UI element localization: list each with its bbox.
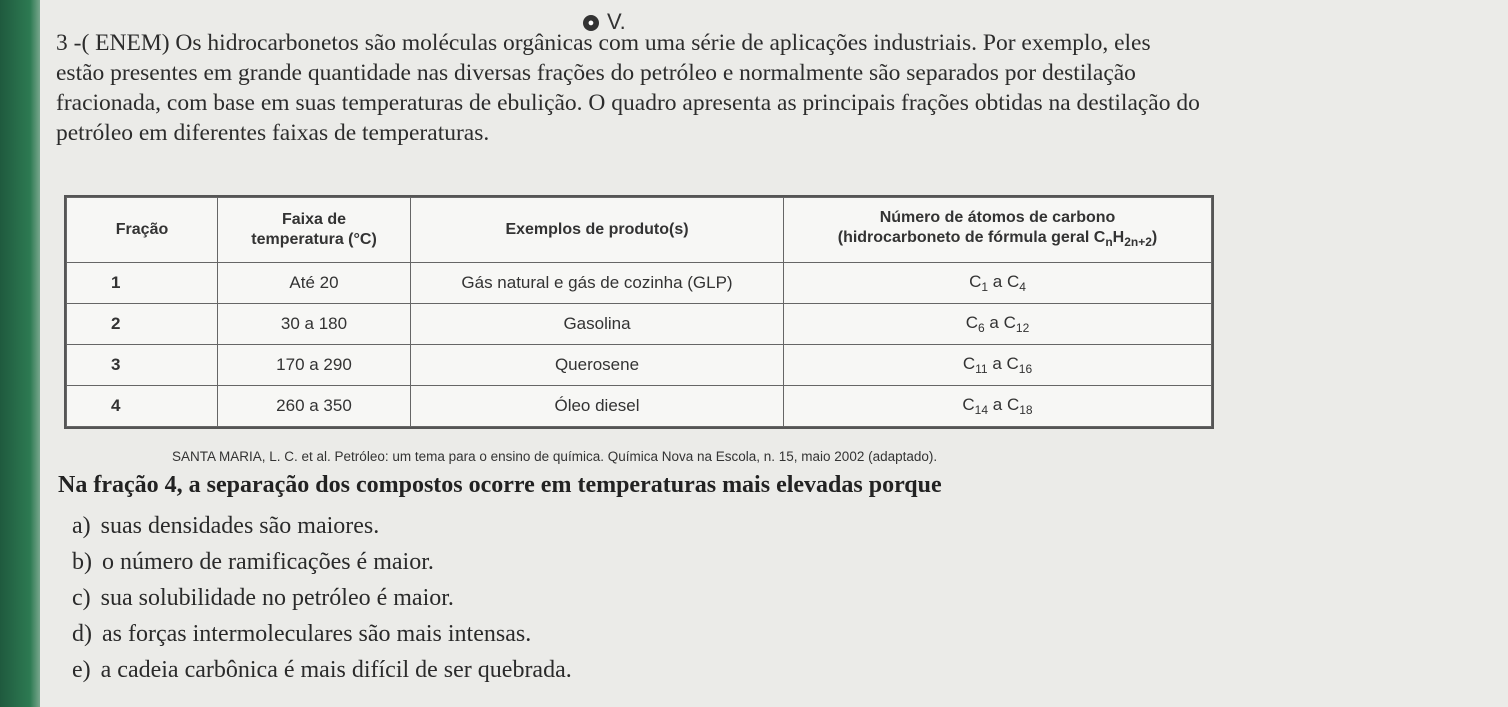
a-word: a — [989, 313, 999, 332]
cell-faixa: 260 a 350 — [218, 386, 411, 427]
c-start: 14 — [974, 403, 989, 417]
cell-faixa: 170 a 290 — [218, 345, 411, 386]
option-d[interactable] — [72, 616, 572, 652]
header-numero — [784, 198, 1212, 263]
cell-exemplo: Gasolina — [411, 304, 784, 345]
c-end: 16 — [1018, 362, 1033, 376]
question-line: estão presentes em grande quantidade nas diversas frações do petróleo e normalmente são separados por destilação — [56, 60, 1136, 86]
question-paragraph — [56, 28, 1456, 148]
cell-carbonos — [784, 386, 1212, 427]
header-numero-n: n — [1105, 235, 1113, 249]
a-word: a — [992, 272, 1003, 291]
header-mark-text: V. — [607, 9, 626, 34]
c-letter: C — [1006, 395, 1020, 414]
cell-fracao: 3 — [67, 345, 218, 386]
table-row — [67, 345, 1212, 386]
header-fracao: Fração — [67, 198, 218, 263]
c-letter: C — [962, 395, 975, 414]
option-letter: d) — [72, 621, 92, 647]
a-word: a — [992, 354, 1002, 373]
c-letter: C — [1006, 354, 1019, 373]
header-faixa-line1: Faixa de — [281, 211, 347, 228]
header-numero-sub: 2n+2 — [1124, 235, 1152, 249]
cell-exemplo: Óleo diesel — [411, 386, 784, 427]
c-letter: C — [969, 272, 982, 291]
option-letter: a) — [72, 513, 91, 539]
header-numero-close: ) — [1151, 229, 1158, 246]
question-line: 3 -( ENEM) Os hidrocarbonetos são moléculas orgânicas com uma série de aplicações industriais. Por exemplo, eles — [56, 30, 1151, 56]
table-caption: SANTA MARIA, L. C. et al. Petróleo: um tema para o ensino de química. Química Nova na Escola, n. 15, maio 2002 (adaptado). — [172, 449, 938, 464]
c-letter: C — [962, 354, 976, 373]
option-text: sua solubilidade no petróleo é maior. — [100, 585, 454, 611]
option-text: a cadeia carbônica é mais difícil de ser quebrada. — [100, 657, 572, 683]
header-numero-line1: Número de átomos de carbono — [879, 209, 1116, 226]
cell-exemplo: Gás natural e gás de cozinha (GLP) — [411, 263, 784, 304]
header-faixa-line2: temperatura (°C) — [251, 231, 377, 248]
header-faixa — [218, 198, 411, 263]
table-row — [67, 263, 1212, 304]
c-start: 11 — [975, 362, 988, 376]
c-letter: C — [965, 313, 978, 332]
fractions-table — [64, 195, 1214, 429]
a-word: a — [992, 395, 1003, 414]
option-e[interactable] — [72, 652, 572, 688]
cell-fracao: 2 — [67, 304, 218, 345]
header-exemplos: Exemplos de produto(s) — [411, 198, 784, 263]
option-letter: b) — [72, 549, 92, 575]
cell-carbonos — [784, 304, 1212, 345]
cell-fracao: 1 — [67, 263, 218, 304]
table-header-row — [67, 198, 1212, 263]
bullet-icon: ● — [583, 15, 599, 31]
cell-fracao: 4 — [67, 386, 218, 427]
question-line: petróleo em diferentes faixas de temperaturas. — [56, 120, 490, 146]
question-line: fracionada, com base em suas temperaturas de ebulição. O quadro apresenta as principais frações obtidas na destilação do — [56, 90, 1200, 116]
cell-faixa: 30 a 180 — [218, 304, 411, 345]
c-end: 4 — [1019, 280, 1026, 294]
c-end: 12 — [1015, 321, 1030, 335]
option-c[interactable] — [72, 580, 572, 616]
c-letter: C — [1006, 272, 1020, 291]
option-letter: c) — [72, 585, 91, 611]
c-end: 18 — [1019, 403, 1033, 417]
option-b[interactable] — [72, 544, 572, 580]
option-text: as forças intermoleculares são mais intensas. — [102, 621, 532, 647]
option-letter: e) — [72, 657, 91, 683]
c-start: 1 — [981, 280, 989, 294]
cell-exemplo: Querosene — [411, 345, 784, 386]
table-row — [67, 386, 1212, 427]
cell-faixa: Até 20 — [218, 263, 411, 304]
c-letter: C — [1003, 313, 1016, 332]
c-start: 6 — [978, 321, 985, 335]
table-row — [67, 304, 1212, 345]
header-numero-line2: (hidrocarboneto de fórmula geral C — [837, 229, 1106, 246]
cell-carbonos — [784, 263, 1212, 304]
answer-options — [72, 508, 572, 688]
header-numero-h: H — [1112, 229, 1125, 246]
option-text: suas densidades são maiores. — [100, 513, 380, 539]
option-text: o número de ramificações é maior. — [102, 549, 434, 575]
cell-carbonos — [784, 345, 1212, 386]
option-a[interactable] — [72, 508, 572, 544]
question-prompt: Na fração 4, a separação dos compostos ocorre em temperaturas mais elevadas porque — [58, 472, 942, 498]
